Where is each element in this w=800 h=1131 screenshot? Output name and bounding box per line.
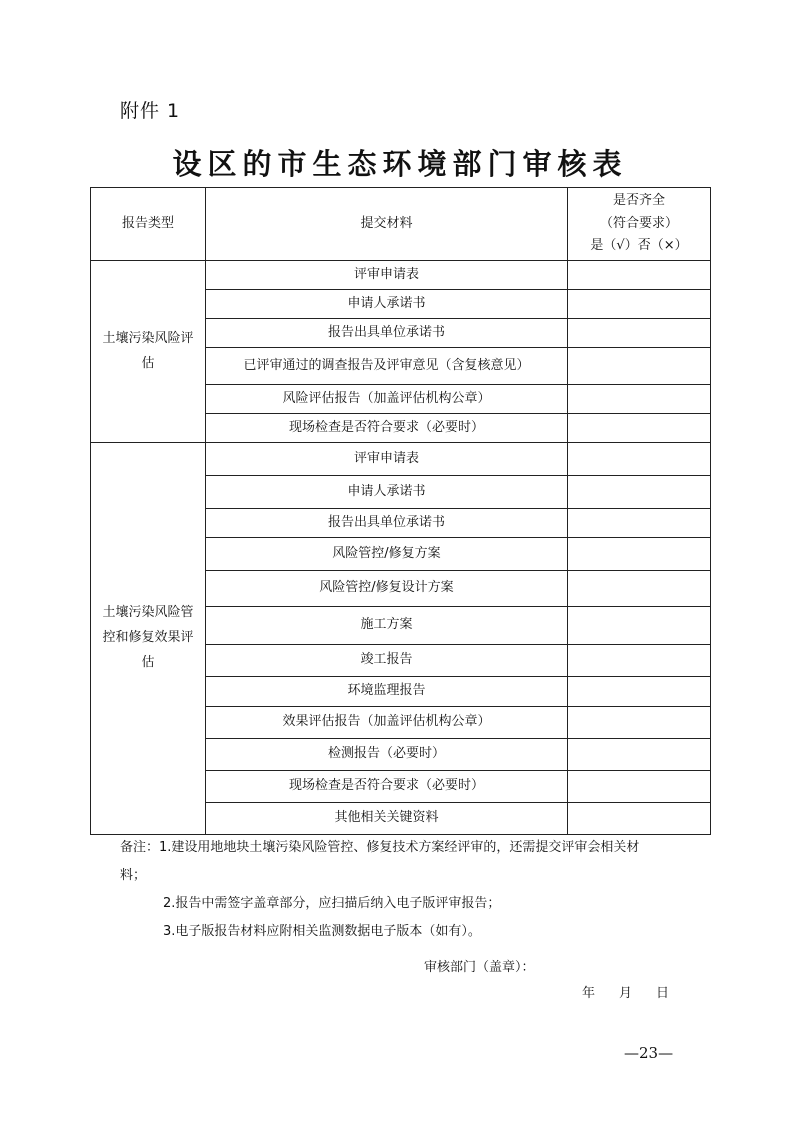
date-year: 年 <box>582 986 596 1001</box>
header-completeness-line1: 是否齐全 <box>612 192 665 208</box>
review-table <box>90 187 711 835</box>
note-2: 2.报告中需签字盖章部分，应扫描后纳入电子版评审报告； <box>163 896 501 911</box>
table-row <box>91 261 711 290</box>
material-cell: 评审申请表 <box>206 261 568 290</box>
page-number: —23— <box>624 1044 674 1062</box>
material-cell: 报告出具单位承诺书 <box>206 319 568 348</box>
date-day: 日 <box>656 986 670 1001</box>
table-row <box>91 443 711 476</box>
material-cell: 评审申请表 <box>206 443 568 476</box>
completeness-cell[interactable] <box>568 348 711 385</box>
note-3: 3.电子版报告材料应附相关监测数据电子版本（如有）。 <box>163 924 481 939</box>
material-cell: 风险评估报告（加盖评估机构公章） <box>206 385 568 414</box>
material-cell: 风险管控/修复设计方案 <box>206 571 568 607</box>
material-cell: 施工方案 <box>206 607 568 645</box>
material-cell: 环境监理报告 <box>206 677 568 707</box>
completeness-cell[interactable] <box>568 645 711 677</box>
header-report-type: 报告类型 <box>91 188 206 261</box>
completeness-cell[interactable] <box>568 443 711 476</box>
signature-date <box>582 982 669 1001</box>
material-cell: 现场检查是否符合要求（必要时） <box>206 771 568 803</box>
completeness-cell[interactable] <box>568 571 711 607</box>
material-cell: 效果评估报告（加盖评估机构公章） <box>206 707 568 739</box>
table-header-row <box>91 188 711 261</box>
completeness-cell[interactable] <box>568 509 711 538</box>
completeness-cell[interactable] <box>568 290 711 319</box>
header-completeness-line2: （符合要求） <box>599 215 678 231</box>
completeness-cell[interactable] <box>568 261 711 290</box>
form-title: 设区的市生态环境部门审核表 <box>172 147 628 181</box>
material-cell: 申请人承诺书 <box>206 290 568 319</box>
completeness-cell[interactable] <box>568 414 711 443</box>
completeness-cell[interactable] <box>568 607 711 645</box>
note-1-continued: 料； <box>120 868 147 883</box>
notes-label: 备注： <box>120 840 160 855</box>
category-cell: 土壤污染风险管控和修复效果评估 <box>91 443 206 835</box>
completeness-cell[interactable] <box>568 319 711 348</box>
material-cell: 现场检查是否符合要求（必要时） <box>206 414 568 443</box>
completeness-cell[interactable] <box>568 385 711 414</box>
material-cell: 报告出具单位承诺书 <box>206 509 568 538</box>
completeness-cell[interactable] <box>568 538 711 571</box>
completeness-cell[interactable] <box>568 476 711 509</box>
material-cell: 检测报告（必要时） <box>206 739 568 771</box>
completeness-cell[interactable] <box>568 739 711 771</box>
completeness-cell[interactable] <box>568 771 711 803</box>
header-completeness-line3: 是（√）否（×） <box>590 238 688 254</box>
note-line-1 <box>120 834 700 862</box>
header-completeness <box>568 188 711 261</box>
note-1: 1.建设用地地块土壤污染风险管控、修复技术方案经评审的，还需提交评审会相关材 <box>159 840 640 855</box>
completeness-cell[interactable] <box>568 707 711 739</box>
date-month: 月 <box>619 986 633 1001</box>
attachment-label: 附件 1 <box>120 100 181 122</box>
material-cell: 申请人承诺书 <box>206 476 568 509</box>
material-cell: 其他相关关键资料 <box>206 803 568 835</box>
review-department-label: 审核部门（盖章）： <box>424 960 535 975</box>
completeness-cell[interactable] <box>568 677 711 707</box>
material-cell: 风险管控/修复方案 <box>206 538 568 571</box>
material-cell: 已评审通过的调查报告及评审意见（含复核意见） <box>206 348 568 385</box>
notes-section <box>120 834 700 946</box>
category-cell: 土壤污染风险评估 <box>91 261 206 443</box>
material-cell: 竣工报告 <box>206 645 568 677</box>
completeness-cell[interactable] <box>568 803 711 835</box>
header-materials: 提交材料 <box>206 188 568 261</box>
